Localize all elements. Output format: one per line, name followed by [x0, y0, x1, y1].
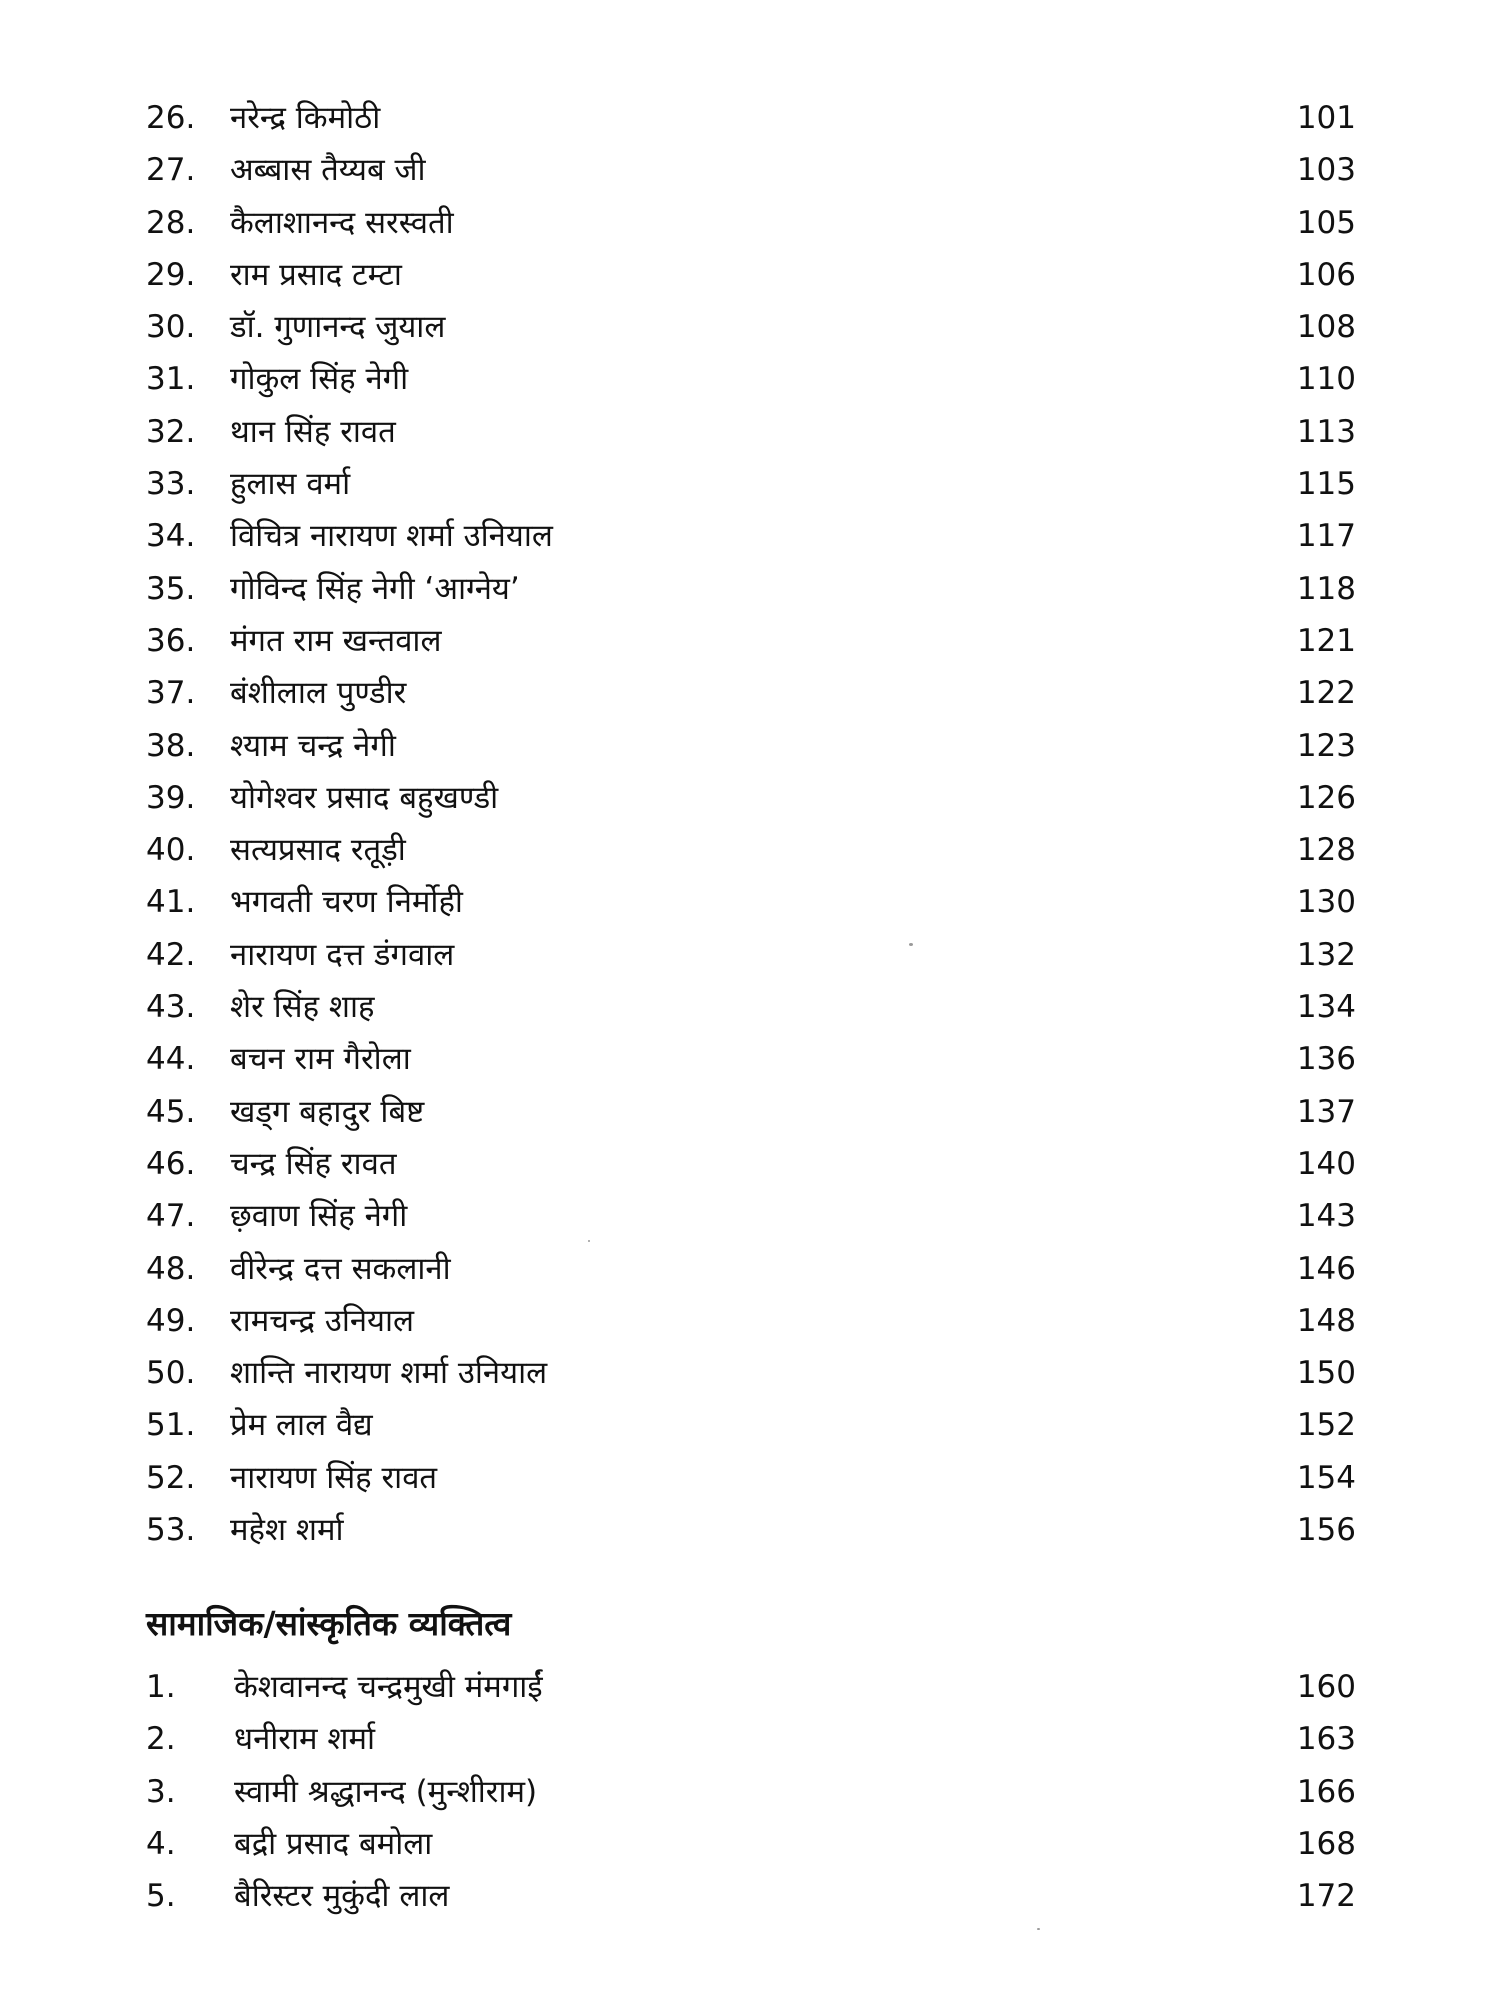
- entry-page: 118: [1296, 570, 1356, 607]
- entry-title: वीरेन्द्र दत्त सकलानी: [230, 1250, 451, 1287]
- entry-page: 115: [1296, 466, 1356, 503]
- toc-entry: [146, 929, 1356, 981]
- entry-number: 43.: [146, 989, 196, 1026]
- toc-entry: [146, 406, 1356, 458]
- toc-entry: [146, 824, 1356, 876]
- toc-entry: [146, 1504, 1356, 1556]
- entry-title: गोविन्द सिंह नेगी ‘आग्नेय’: [230, 570, 520, 607]
- entry-title: श्याम चन्द्र नेगी: [230, 727, 396, 764]
- entry-page: 156: [1296, 1512, 1356, 1549]
- entry-title: हुलास वर्मा: [230, 466, 351, 503]
- entry-number: 36.: [146, 622, 196, 659]
- scan-speck: [588, 1240, 590, 1242]
- toc-entry: [146, 353, 1356, 405]
- entry-number: 30.: [146, 309, 196, 346]
- entry-title: नारायण सिंह रावत: [230, 1459, 438, 1496]
- entry-number: 3.: [146, 1773, 176, 1810]
- entry-number: 50.: [146, 1355, 196, 1392]
- toc-entry: [146, 615, 1356, 667]
- entry-title: विचित्र नारायण शर्मा उनियाल: [230, 518, 553, 555]
- entry-number: 29.: [146, 256, 196, 293]
- toc-entry: [146, 197, 1356, 249]
- entry-title: भगवती चरण निर्मोही: [230, 884, 463, 921]
- entry-number: 48.: [146, 1250, 196, 1287]
- entry-number: 37.: [146, 675, 196, 712]
- entry-title: प्रेम लाल वैद्य: [230, 1407, 373, 1444]
- entry-number: 38.: [146, 727, 196, 764]
- toc-entry: [146, 1190, 1356, 1242]
- entry-title: नरेन्द्र किमोठी: [230, 100, 381, 136]
- entry-page: 154: [1296, 1459, 1356, 1496]
- entry-title: बद्री प्रसाद बमोला: [234, 1825, 433, 1862]
- entry-title: बचन राम गैरोला: [230, 1041, 411, 1078]
- toc-entry: [146, 720, 1356, 772]
- entry-page: 130: [1296, 884, 1356, 921]
- entry-title: शेर सिंह शाह: [230, 989, 375, 1026]
- entry-page: 137: [1296, 1093, 1356, 1130]
- entry-title: गोकुल सिंह नेगी: [230, 361, 409, 398]
- entry-number: 27.: [146, 152, 196, 189]
- entry-page: 166: [1296, 1773, 1356, 1810]
- entry-number: 2.: [146, 1721, 176, 1758]
- entry-page: 123: [1296, 727, 1356, 764]
- entry-number: 31.: [146, 361, 196, 398]
- entry-number: 5.: [146, 1878, 176, 1915]
- entry-page: 106: [1296, 256, 1356, 293]
- toc-entry: [146, 1033, 1356, 1085]
- entry-page: 108: [1296, 309, 1356, 346]
- entry-title: योगेश्वर प्रसाद बहुखण्डी: [230, 779, 499, 816]
- entry-page: 143: [1296, 1198, 1356, 1235]
- entry-page: 113: [1296, 413, 1356, 450]
- toc-entry: [146, 1818, 1356, 1870]
- entry-number: 26.: [146, 100, 196, 136]
- toc-entry: [146, 1295, 1356, 1347]
- entry-title: बैरिस्टर मुकुंदी लाल: [234, 1878, 450, 1915]
- entry-page: 132: [1296, 936, 1356, 973]
- toc-entry: [146, 458, 1356, 510]
- toc-entry: [146, 1347, 1356, 1399]
- entry-title: नारायण दत्त डंगवाल: [230, 936, 455, 973]
- entry-title: कैलाशानन्द सरस्वती: [230, 204, 454, 241]
- entry-page: 110: [1296, 361, 1356, 398]
- toc-entry: [146, 1399, 1356, 1451]
- entry-title: धनीराम शर्मा: [234, 1721, 376, 1758]
- entry-number: 51.: [146, 1407, 196, 1444]
- entry-number: 47.: [146, 1198, 196, 1235]
- entry-number: 28.: [146, 204, 196, 241]
- toc-list: [146, 92, 1356, 1556]
- entry-page: 168: [1296, 1825, 1356, 1862]
- entry-number: 35.: [146, 570, 196, 607]
- entry-page: 172: [1296, 1878, 1356, 1915]
- entry-title: अब्बास तैय्यब जी: [230, 152, 426, 189]
- entry-page: 101: [1296, 100, 1356, 136]
- entry-number: 33.: [146, 466, 196, 503]
- toc-entry: [146, 249, 1356, 301]
- entry-number: 4.: [146, 1825, 176, 1862]
- entry-number: 34.: [146, 518, 196, 555]
- entry-page: 163: [1296, 1721, 1356, 1758]
- entry-number: 44.: [146, 1041, 196, 1078]
- toc-entry: [146, 301, 1356, 353]
- entry-number: 41.: [146, 884, 196, 921]
- toc-entry: [146, 772, 1356, 824]
- entry-title: बंशीलाल पुण्डीर: [230, 675, 407, 712]
- entry-number: 39.: [146, 779, 196, 816]
- entry-title: स्वामी श्रद्धानन्द (मुन्शीराम): [234, 1773, 538, 1810]
- entry-title: खड्ग बहादुर बिष्ट: [230, 1093, 425, 1130]
- toc-entry: [146, 563, 1356, 615]
- toc-entry: [146, 92, 1356, 144]
- toc-entry: [146, 1661, 1356, 1713]
- toc-entry: [146, 144, 1356, 196]
- toc-entry: [146, 1766, 1356, 1818]
- entry-page: 136: [1296, 1041, 1356, 1078]
- entry-number: 46.: [146, 1145, 196, 1182]
- toc-entry: [146, 667, 1356, 719]
- entry-page: 148: [1296, 1302, 1356, 1339]
- entry-number: 40.: [146, 832, 196, 869]
- entry-title: चन्द्र सिंह रावत: [230, 1145, 397, 1182]
- toc-entry: [146, 1243, 1356, 1295]
- section-heading: सामाजिक/सांस्कृतिक व्यक्तित्व: [146, 1604, 512, 1643]
- toc-entry: [146, 876, 1356, 928]
- entry-page: 105: [1296, 204, 1356, 241]
- toc-entry: [146, 981, 1356, 1033]
- entry-page: 134: [1296, 989, 1356, 1026]
- entry-title: शान्ति नारायण शर्मा उनियाल: [230, 1355, 548, 1392]
- toc-entry: [146, 510, 1356, 562]
- toc-entry: [146, 1870, 1356, 1922]
- entry-page: 122: [1296, 675, 1356, 712]
- entry-number: 32.: [146, 413, 196, 450]
- entry-title: छ़वाण सिंह नेगी: [230, 1198, 408, 1235]
- entry-number: 1.: [146, 1669, 176, 1705]
- entry-page: 103: [1296, 152, 1356, 189]
- toc-entry: [146, 1713, 1356, 1765]
- entry-title: केशवानन्द चन्द्रमुखी मंमगाईं: [234, 1669, 543, 1705]
- entry-page: 121: [1296, 622, 1356, 659]
- entry-title: थान सिंह रावत: [230, 413, 396, 450]
- toc-entry: [146, 1452, 1356, 1504]
- scan-speck: [1037, 1928, 1040, 1930]
- entry-page: 160: [1296, 1669, 1356, 1705]
- entry-number: 42.: [146, 936, 196, 973]
- entry-title: राम प्रसाद टम्टा: [230, 256, 402, 293]
- toc-entry: [146, 1138, 1356, 1190]
- entry-title: सत्यप्रसाद रतूड़ी: [230, 832, 406, 869]
- entry-page: 117: [1296, 518, 1356, 555]
- entry-number: 52.: [146, 1459, 196, 1496]
- entry-number: 53.: [146, 1512, 196, 1549]
- entry-page: 152: [1296, 1407, 1356, 1444]
- toc-list-section: [146, 1661, 1356, 1922]
- entry-title: रामचन्द्र उनियाल: [230, 1302, 415, 1339]
- entry-page: 146: [1296, 1250, 1356, 1287]
- entry-title: महेश शर्मा: [230, 1512, 344, 1549]
- entry-page: 150: [1296, 1355, 1356, 1392]
- entry-number: 45.: [146, 1093, 196, 1130]
- entry-title: मंगत राम खन्तवाल: [230, 622, 442, 659]
- toc-entry: [146, 1086, 1356, 1138]
- entry-page: 140: [1296, 1145, 1356, 1182]
- scan-speck: [909, 943, 913, 946]
- entry-number: 49.: [146, 1302, 196, 1339]
- entry-page: 128: [1296, 832, 1356, 869]
- entry-title: डॉ. गुणानन्द जुयाल: [230, 309, 446, 346]
- entry-page: 126: [1296, 779, 1356, 816]
